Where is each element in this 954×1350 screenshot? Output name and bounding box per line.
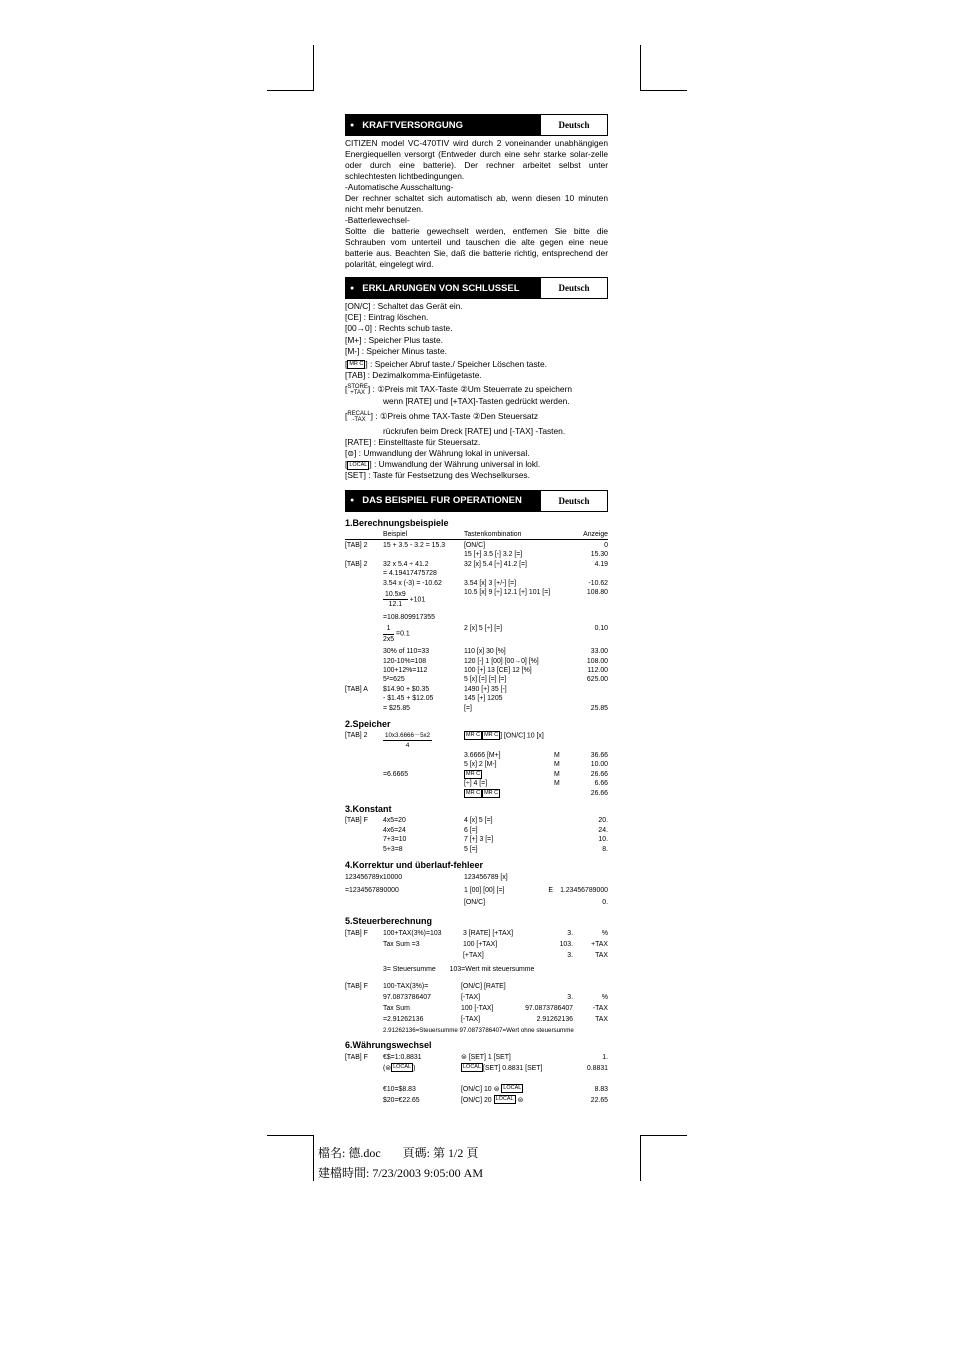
section-header-power xyxy=(345,114,608,136)
local-key-icon: LOCAL xyxy=(503,1085,522,1092)
table-cell: =1234567890000 xyxy=(345,886,399,894)
table-cell xyxy=(345,694,383,703)
table-cell: 4 [x] 5 [=] xyxy=(464,817,493,825)
table-row xyxy=(345,579,608,588)
table-cell: 2.91262136 xyxy=(536,1015,573,1023)
table-cell xyxy=(345,550,383,559)
table-row xyxy=(345,685,608,694)
fraction: $\frac{1}{2x5}$ xyxy=(383,625,395,643)
table-cell: 0. xyxy=(602,899,608,907)
currency-local-to-universal-icon: ⊜ xyxy=(347,449,355,459)
table-cell xyxy=(345,657,383,666)
tax-table-a xyxy=(345,928,608,961)
table-row xyxy=(345,541,608,550)
table-cell xyxy=(383,950,463,961)
table-row xyxy=(345,675,608,684)
table-row: (⊜ LOCAL ) LOCAL [SET] 0.8831 [SET] 0.8831 xyxy=(383,1064,608,1072)
fraction: $\frac{10.5x9}{12.1}$ xyxy=(385,591,406,609)
table-cell: Tax Sum xyxy=(383,1004,410,1012)
table-cell: 100 [-TAX] xyxy=(461,1004,494,1012)
table-cell xyxy=(345,675,383,684)
table-cell: +TAX xyxy=(591,940,608,948)
table-cell: [ON/C] xyxy=(464,899,486,907)
table-cell: 7+3=10 xyxy=(383,836,407,844)
local-key-icon: LOCAL xyxy=(463,1064,482,1071)
subsection-title: 2.Speicher xyxy=(345,718,391,729)
table-cell xyxy=(345,1003,383,1014)
table-row xyxy=(345,981,608,992)
table-cell xyxy=(573,981,608,992)
key-item: [STORE +TAX ] : ①Preis mit TAX-Taste ②Um Steuerrate zu speichern xyxy=(345,384,573,397)
language-label: Deutsch xyxy=(558,283,590,293)
table-cell xyxy=(569,694,608,703)
table-cell: 3 [RATE] [+TAX] xyxy=(463,929,514,937)
table-cell: 120-10%=108 xyxy=(383,657,427,665)
currency-convert-icon: ⊜ xyxy=(385,1064,392,1072)
table-cell: 100+TAX(3%)=103 xyxy=(383,929,442,937)
table-cell: [=] xyxy=(464,704,472,712)
table-cell: 3.54 x (-3) = -10.62 xyxy=(383,579,442,587)
table-row xyxy=(345,885,608,898)
key-item: [M+] : Speicher Plus taste. xyxy=(345,334,443,345)
power-text xyxy=(345,138,608,270)
tax-table-b xyxy=(345,981,608,1025)
table-row: =6.6665 MR C M 26.66 xyxy=(383,770,608,778)
table-cell xyxy=(506,981,573,992)
key-item-continued: rückrufen beim Dreck [RATE] und [-TAX] -Tasten. xyxy=(383,425,566,436)
key-item: [ LOCAL ] : Umwandlung der Währung universal in lokl. xyxy=(345,459,541,470)
table-cell: 15.30 xyxy=(590,551,608,559)
crop-mark xyxy=(640,1135,641,1181)
table-cell xyxy=(345,992,383,1003)
table-cell xyxy=(345,579,383,588)
currency-table xyxy=(345,1052,608,1106)
table-cell: [+TAX] xyxy=(463,951,484,959)
table-cell xyxy=(345,826,383,835)
currency-convert-icon: ⊜ xyxy=(517,1096,524,1104)
table-row xyxy=(345,1014,608,1025)
table-cell: 3. xyxy=(567,993,573,1001)
table-cell xyxy=(345,897,464,910)
mrc-key-icon: MR C xyxy=(484,731,499,738)
table-cell: 5²=625 xyxy=(383,676,405,684)
section-header-keys xyxy=(345,277,608,299)
table-cell: 15 + 3.5 - 3.2 = 15.3 xyxy=(383,542,446,550)
table-cell xyxy=(529,897,553,910)
mrc-key-icon: MR C xyxy=(466,770,481,777)
table-row: 3.6666 [M+] M 36.66 xyxy=(464,751,608,759)
table-cell: [ON/C] xyxy=(464,542,486,550)
table-cell: 32 x 5.4 ÷ 41.2 xyxy=(383,560,429,568)
table-header xyxy=(345,530,608,540)
table-row: [TAB] 2 $\frac{10x3.6666-5x2}{4}$ MR C MR C ] [ON/C] 10 [x] xyxy=(345,731,544,750)
table-cell: 100 [+TAX] xyxy=(463,940,498,948)
table-cell: 33.00 xyxy=(590,648,608,656)
table-cell: 4x6=24 xyxy=(383,826,406,834)
table-cell xyxy=(383,550,464,559)
euro-icon: € xyxy=(383,1053,387,1061)
table-cell: [TAB] 2 xyxy=(345,542,368,550)
crop-mark xyxy=(267,1135,314,1136)
crop-mark xyxy=(313,1135,314,1181)
key-item: [ON/C] : Schaltet das Gerät ein. xyxy=(345,301,463,311)
table-cell: 100+12%=112 xyxy=(383,666,428,674)
calc-examples-table xyxy=(345,530,608,713)
table-row xyxy=(345,928,608,939)
table-cell: 108.00 xyxy=(586,657,608,665)
table-row xyxy=(345,872,608,885)
mrc-key-icon: MR C xyxy=(484,789,499,796)
key-item: [CE] : Eintrag löschen. xyxy=(345,312,429,323)
table-cell: 110 [x] 30 [%] xyxy=(464,648,506,656)
table-cell xyxy=(345,1014,383,1025)
table-cell: [ON/C] [RATE] xyxy=(461,982,506,990)
currency-convert-icon: ⊜ xyxy=(493,1085,500,1093)
table-row xyxy=(345,550,608,559)
table-cell: [TAB] F xyxy=(345,817,368,825)
table-cell: 32 [x] 5.4 [÷] 41.2 [=] xyxy=(464,560,527,568)
tax-note: 2.91262136=Steuersumme 97.0873786407=Wert ohne steuersumme xyxy=(383,1026,574,1034)
table-cell: 7 [+] 3 [=] xyxy=(464,836,494,844)
table-row xyxy=(345,657,608,666)
bullet-icon: ● xyxy=(350,284,355,292)
key-item: [00→0] : Rechts schub taste. xyxy=(345,323,453,334)
local-key-icon: LOCAL xyxy=(349,461,368,468)
correction-table xyxy=(345,872,608,910)
table-row: $\frac{10.5x9}{12.1}$ +101 10.5 [x] 9 [÷] 12.1 [+] 101 [=] 108.80 xyxy=(385,589,608,609)
fraction: $\frac{10x3.6666-5x2}{4}$ xyxy=(385,731,431,750)
table-cell: 15 [+] 3.5 [-] 3.2 [=] xyxy=(464,551,523,559)
mrc-key-icon: MR C xyxy=(466,789,481,796)
subsection-title: 1.Berechnungsbeispiele xyxy=(345,517,449,528)
table-cell xyxy=(345,835,383,844)
table-row xyxy=(345,845,608,854)
column-header: Beispiel xyxy=(383,530,408,538)
table-cell: 100 [+] 13 [CE] 12 [%] xyxy=(464,666,532,674)
table-cell: 97.0873786407 xyxy=(525,1004,573,1012)
key-item: [ MR C ] : Speicher Abruf taste./ Speicher Löschen taste. xyxy=(345,359,547,370)
table-cell xyxy=(529,872,553,885)
table-cell xyxy=(345,569,383,578)
table-cell: 5+3=8 xyxy=(383,845,403,853)
table-cell xyxy=(345,704,383,713)
section-title: ERKLARUNGEN VON SCHLUSSEL xyxy=(362,282,520,294)
table-cell: 97.0873786407 xyxy=(383,993,431,1001)
mrc-key-icon: MR C xyxy=(466,731,481,738)
paragraph: Der rechner schaltet sich automatisch ab, wenn diesen 10 minuten nicht mehr benutzen. xyxy=(345,193,608,214)
table-cell: 30% of 110=33 xyxy=(383,648,430,656)
memory-table xyxy=(345,731,608,799)
table-cell: 8. xyxy=(602,845,608,853)
table-cell: = $25.85 xyxy=(383,704,411,712)
table-row: €10=$8.83 [ON/C] 10 ⊜ LOCAL 8.83 xyxy=(383,1085,608,1093)
manual-page xyxy=(345,114,608,1106)
subsection-title: 3.Konstant xyxy=(345,804,392,815)
table-cell: 4x5=20 xyxy=(383,817,406,825)
key-item: [RATE] : Einstelltaste für Steuersatz. xyxy=(345,436,481,447)
table-cell: [TAB] F xyxy=(345,982,368,990)
table-row xyxy=(345,950,608,961)
table-cell: [-TAX] xyxy=(461,993,481,1001)
table-cell xyxy=(345,845,383,854)
column-header: Tastenkombination xyxy=(464,530,522,538)
table-row: [÷] 4 [=] M 6.66 xyxy=(464,780,608,788)
paragraph: -Automatische Ausschaltung- xyxy=(345,182,454,192)
table-cell xyxy=(345,666,383,675)
table-row: $20=€22.65 [ON/C] 20 LOCAL ⊜ 22.65 xyxy=(383,1096,608,1104)
table-cell: [TAB] F xyxy=(345,929,368,937)
table-row xyxy=(345,992,608,1003)
currency-convert-icon: ⊜ xyxy=(461,1053,467,1061)
table-cell: $14.90 + $0.35 xyxy=(383,685,430,693)
table-cell: 103. xyxy=(559,940,573,948)
language-label: Deutsch xyxy=(558,120,590,130)
table-cell: 1 [00] [00] [=] xyxy=(464,886,505,894)
table-cell: 5 [x] [=] [=] [=] xyxy=(464,676,507,684)
table-cell: TAX xyxy=(595,1015,608,1023)
table-cell: [-TAX] xyxy=(461,1015,481,1023)
bullet-icon: ● xyxy=(350,121,355,129)
key-list xyxy=(345,301,608,482)
crop-mark xyxy=(640,45,641,91)
table-row xyxy=(345,666,608,675)
table-cell: [TAB] 2 xyxy=(345,560,368,568)
table-cell: 4.19 xyxy=(594,560,608,568)
key-item-continued: wenn [RATE] und [+TAX]-Tasten gedrückt werden. xyxy=(383,396,570,407)
table-cell: % xyxy=(601,929,608,937)
local-key-icon: LOCAL xyxy=(495,1096,514,1103)
table-cell xyxy=(345,647,383,656)
paragraph: -Batterlewechsel- xyxy=(345,215,410,225)
table-cell: 3. xyxy=(567,929,573,937)
tax-note: 3= Steuersumme 103=Wert mit steuersumme xyxy=(383,965,535,973)
key-item: [RECALL -TAX ] : ①Preis ohme TAX-Taste ②Den Steuersatz xyxy=(345,410,539,423)
footer-line xyxy=(318,1144,478,1161)
table-cell: 3.54 [x] 3 [+/-] [=] xyxy=(464,579,517,587)
constant-table xyxy=(345,816,608,854)
paragraph: CITIZEN model VC-470TIV wird durch 2 voneinander unabhängigen Energiequellen versorgt (Entweder durch eine sehr starke solar-zelle oder durch eine batterie). Der rechner arbeitet selbst unter schlechtesten lichtbedingungen. xyxy=(345,138,608,181)
table-cell: 0 xyxy=(604,542,608,550)
paragraph: Soltte die batterie gewechselt werden, entfemen Sie bitte die Schrauben vom unterteil und tauschen die alte gegen eine neue batterie aus. Beachten Sie, daß die batterie richtig, entsprechend der polarität, eingelegt wird. xyxy=(345,226,608,269)
footer-created: 建檔時間: 7/23/2003 9:05:00 AM xyxy=(318,1166,484,1180)
table-cell: 1490 [+] 35 [-] xyxy=(464,685,507,693)
table-row xyxy=(345,647,608,656)
page-number: 頁碼: 第 1/2 頁 xyxy=(402,1146,479,1160)
section-title: KRAFTVERSORGUNG xyxy=(362,119,464,131)
key-item: [M-] : Speicher Minus taste. xyxy=(345,345,447,356)
filename: 檔名: 德.doc xyxy=(318,1146,381,1160)
table-row xyxy=(345,694,608,703)
table-cell xyxy=(345,939,383,950)
section-header-examples xyxy=(345,490,608,512)
table-row xyxy=(345,939,608,950)
table-cell: 100-TAX(3%)= xyxy=(383,982,429,990)
column-header: Anzeige xyxy=(583,530,608,538)
table-row xyxy=(345,704,608,713)
table-cell: 625.00 xyxy=(586,676,608,684)
table-cell: 123456789x10000 xyxy=(345,874,403,882)
table-row xyxy=(345,826,608,835)
table-cell: [TAB] A xyxy=(345,685,368,693)
mrc-key-icon: MR C xyxy=(349,361,364,368)
crop-mark xyxy=(640,90,687,91)
bullet-icon: ● xyxy=(350,497,355,505)
recall-tax-key-icon: RECALL -TAX xyxy=(347,410,371,423)
table-row xyxy=(345,1003,608,1014)
table-cell: -TAX xyxy=(592,1004,608,1012)
table-row: [TAB] F €$=1:0.8831 ⊜ [SET] 1 [SET] 1. xyxy=(345,1053,608,1061)
table-row: 5 [x] 2 [M-] M 10.00 xyxy=(464,761,608,769)
table-row xyxy=(345,569,608,578)
euro-icon: € xyxy=(398,1096,403,1104)
table-cell: 25.85 xyxy=(590,704,608,712)
table-cell: 24. xyxy=(598,826,608,834)
table-cell xyxy=(569,685,608,694)
key-item: [SET] : Taste für Festsetzung des Wechselkurses. xyxy=(345,470,530,481)
language-label: Deutsch xyxy=(558,495,590,506)
subsection-title: 4.Korrektur und überlauf-fehleer xyxy=(345,860,484,871)
table-cell xyxy=(345,950,383,961)
table-row xyxy=(345,897,608,910)
subsection-title: 6.Währungswechsel xyxy=(345,1039,432,1050)
table-row: =108.809917355 xyxy=(383,613,435,621)
table-cell: 10. xyxy=(598,836,608,844)
table-cell: 123456789 [x] xyxy=(464,874,508,882)
table-cell: 5 [=] xyxy=(464,845,478,853)
crop-mark xyxy=(267,90,314,91)
table-cell: = 4.19417475728 xyxy=(383,570,437,578)
table-cell: 1.23456789000 xyxy=(560,886,608,894)
key-item: [TAB] : Dezimalkomma-Einfügetaste. xyxy=(345,370,482,381)
table-cell: 3. xyxy=(567,951,573,959)
section-title: DAS BEISPIEL FUR OPERATIONEN xyxy=(362,495,522,507)
table-row xyxy=(345,560,608,569)
table-cell: 120 [-] 1 [00] [00→0] [%] xyxy=(464,657,539,665)
table-row: MR C MR C 26.66 xyxy=(466,789,608,797)
table-cell: 6 [=] xyxy=(464,826,478,834)
table-row xyxy=(345,835,608,844)
table-cell xyxy=(569,569,608,578)
table-cell: % xyxy=(601,993,608,1001)
local-key-icon: LOCAL xyxy=(393,1064,412,1071)
subsection-title: 5.Steuerberechnung xyxy=(345,915,433,926)
table-cell: =2.91262136 xyxy=(383,1015,424,1023)
store-tax-key-icon: STORE +TAX xyxy=(347,384,368,397)
table-cell: -10.62 xyxy=(588,579,608,587)
table-cell: 145 [+] 1205 xyxy=(464,695,503,703)
table-row xyxy=(345,816,608,825)
table-cell: TAX xyxy=(595,951,608,959)
table-cell xyxy=(553,872,608,885)
euro-icon: € xyxy=(383,1085,387,1093)
table-cell: Tax Sum =3 xyxy=(383,940,420,948)
table-cell: 112.00 xyxy=(587,666,608,674)
table-cell: - $1.45 + $12.05 xyxy=(383,695,434,703)
table-cell xyxy=(464,569,569,578)
crop-mark xyxy=(313,45,314,91)
table-cell: 20. xyxy=(598,817,608,825)
crop-mark xyxy=(640,1135,687,1136)
table-cell: E xyxy=(548,886,553,894)
table-row: $\frac{1}{2x5}$ =0.1 2 [x] 5 [÷] [=] 0.10 xyxy=(383,625,608,643)
key-item: [⊜] : Umwandlung der Währung lokal in universal. xyxy=(345,448,530,459)
